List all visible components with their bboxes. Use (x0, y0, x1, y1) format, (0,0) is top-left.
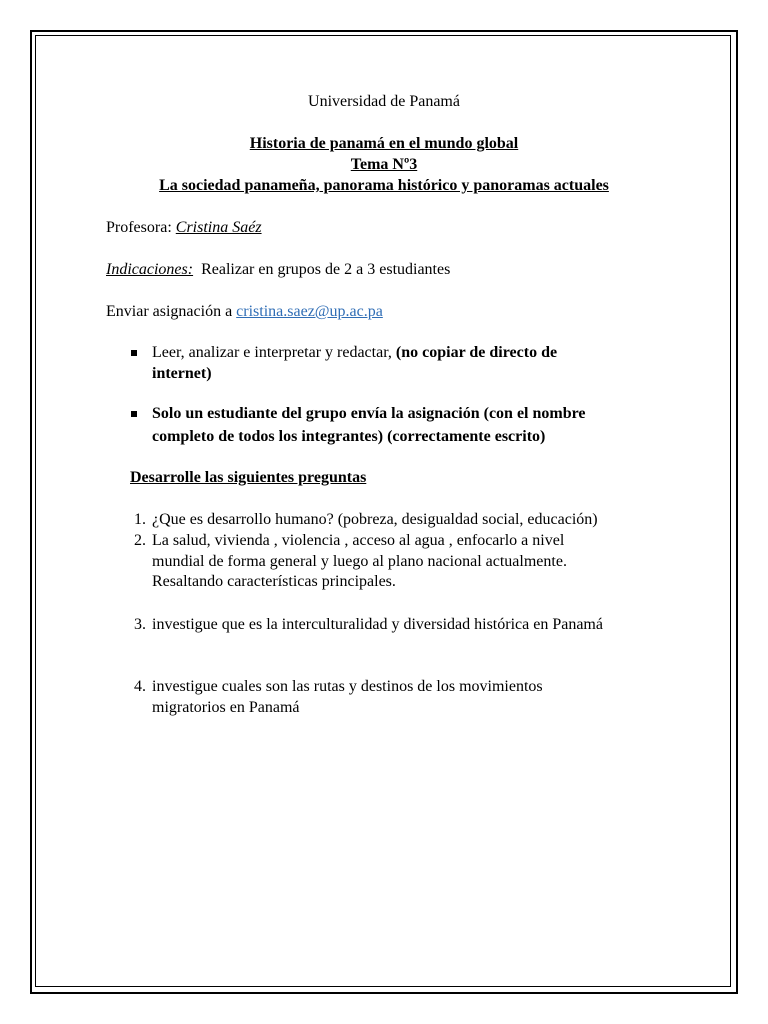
questions-heading (130, 468, 366, 488)
question-2-number: 2. (134, 532, 146, 549)
rule-2-line-2: completo de todos los integrantes) (correctamente escrito) (152, 428, 546, 445)
question-1-number: 1. (134, 511, 146, 528)
question-1-line-1: ¿Que es desarrollo humano? (pobreza, desigualdad social, educación) (152, 511, 598, 528)
question-4-number: 4. (134, 678, 146, 695)
professor-line (106, 218, 262, 238)
question-2-line-2: mundial de forma general y luego al plano nacional actualmente. (152, 553, 567, 570)
bullet-marker-2 (131, 411, 137, 417)
professor-label: Profesora: (106, 219, 172, 236)
institution-name: Universidad de Panamá (308, 93, 460, 110)
submission-line (106, 302, 383, 322)
course-title (0, 134, 768, 154)
professor-name: Cristina Saéz (175, 219, 262, 236)
questions-heading-text: Desarrolle las siguientes preguntas (130, 469, 367, 486)
question-3-number: 3. (134, 616, 146, 633)
question-4-line-1: investigue cuales son las rutas y destinos de los movimientos (152, 678, 543, 695)
question-2-line-1: La salud, vivienda , violencia , acceso al agua , enfocarlo a nivel (152, 532, 565, 549)
course-title-text: Historia de panamá en el mundo global (249, 135, 519, 152)
topic-number (0, 155, 768, 175)
question-2-line-3: Resaltando características principales. (152, 573, 396, 590)
indications-label: Indicaciones: (106, 261, 194, 278)
indications-line (106, 260, 450, 280)
rule-1-line-2: internet) (152, 365, 212, 382)
submission-label: Enviar asignación a (106, 303, 233, 320)
topic-title-text: La sociedad panameña, panorama histórico y panoramas actuales (159, 177, 609, 194)
topic-title (0, 176, 768, 196)
topic-number-text: Tema Nº3 (350, 156, 418, 173)
rule-1-line-1 (152, 343, 557, 363)
question-4-line-2: migratorios en Panamá (152, 699, 300, 716)
bullet-marker-1 (131, 350, 137, 356)
submission-email-link[interactable]: cristina.saez@up.ac.pa (236, 303, 383, 320)
question-3-line-1: investigue que es la interculturalidad y diversidad histórica en Panamá (152, 616, 603, 633)
rule-1-normal: Leer, analizar e interpretar y redactar, (152, 344, 392, 361)
indications-text: Realizar en grupos de 2 a 3 estudiantes (201, 261, 451, 278)
rule-2-line-1: Solo un estudiante del grupo envía la asignación (con el nombre (152, 405, 586, 422)
rule-1-bold: (no copiar de directo de (395, 344, 558, 361)
